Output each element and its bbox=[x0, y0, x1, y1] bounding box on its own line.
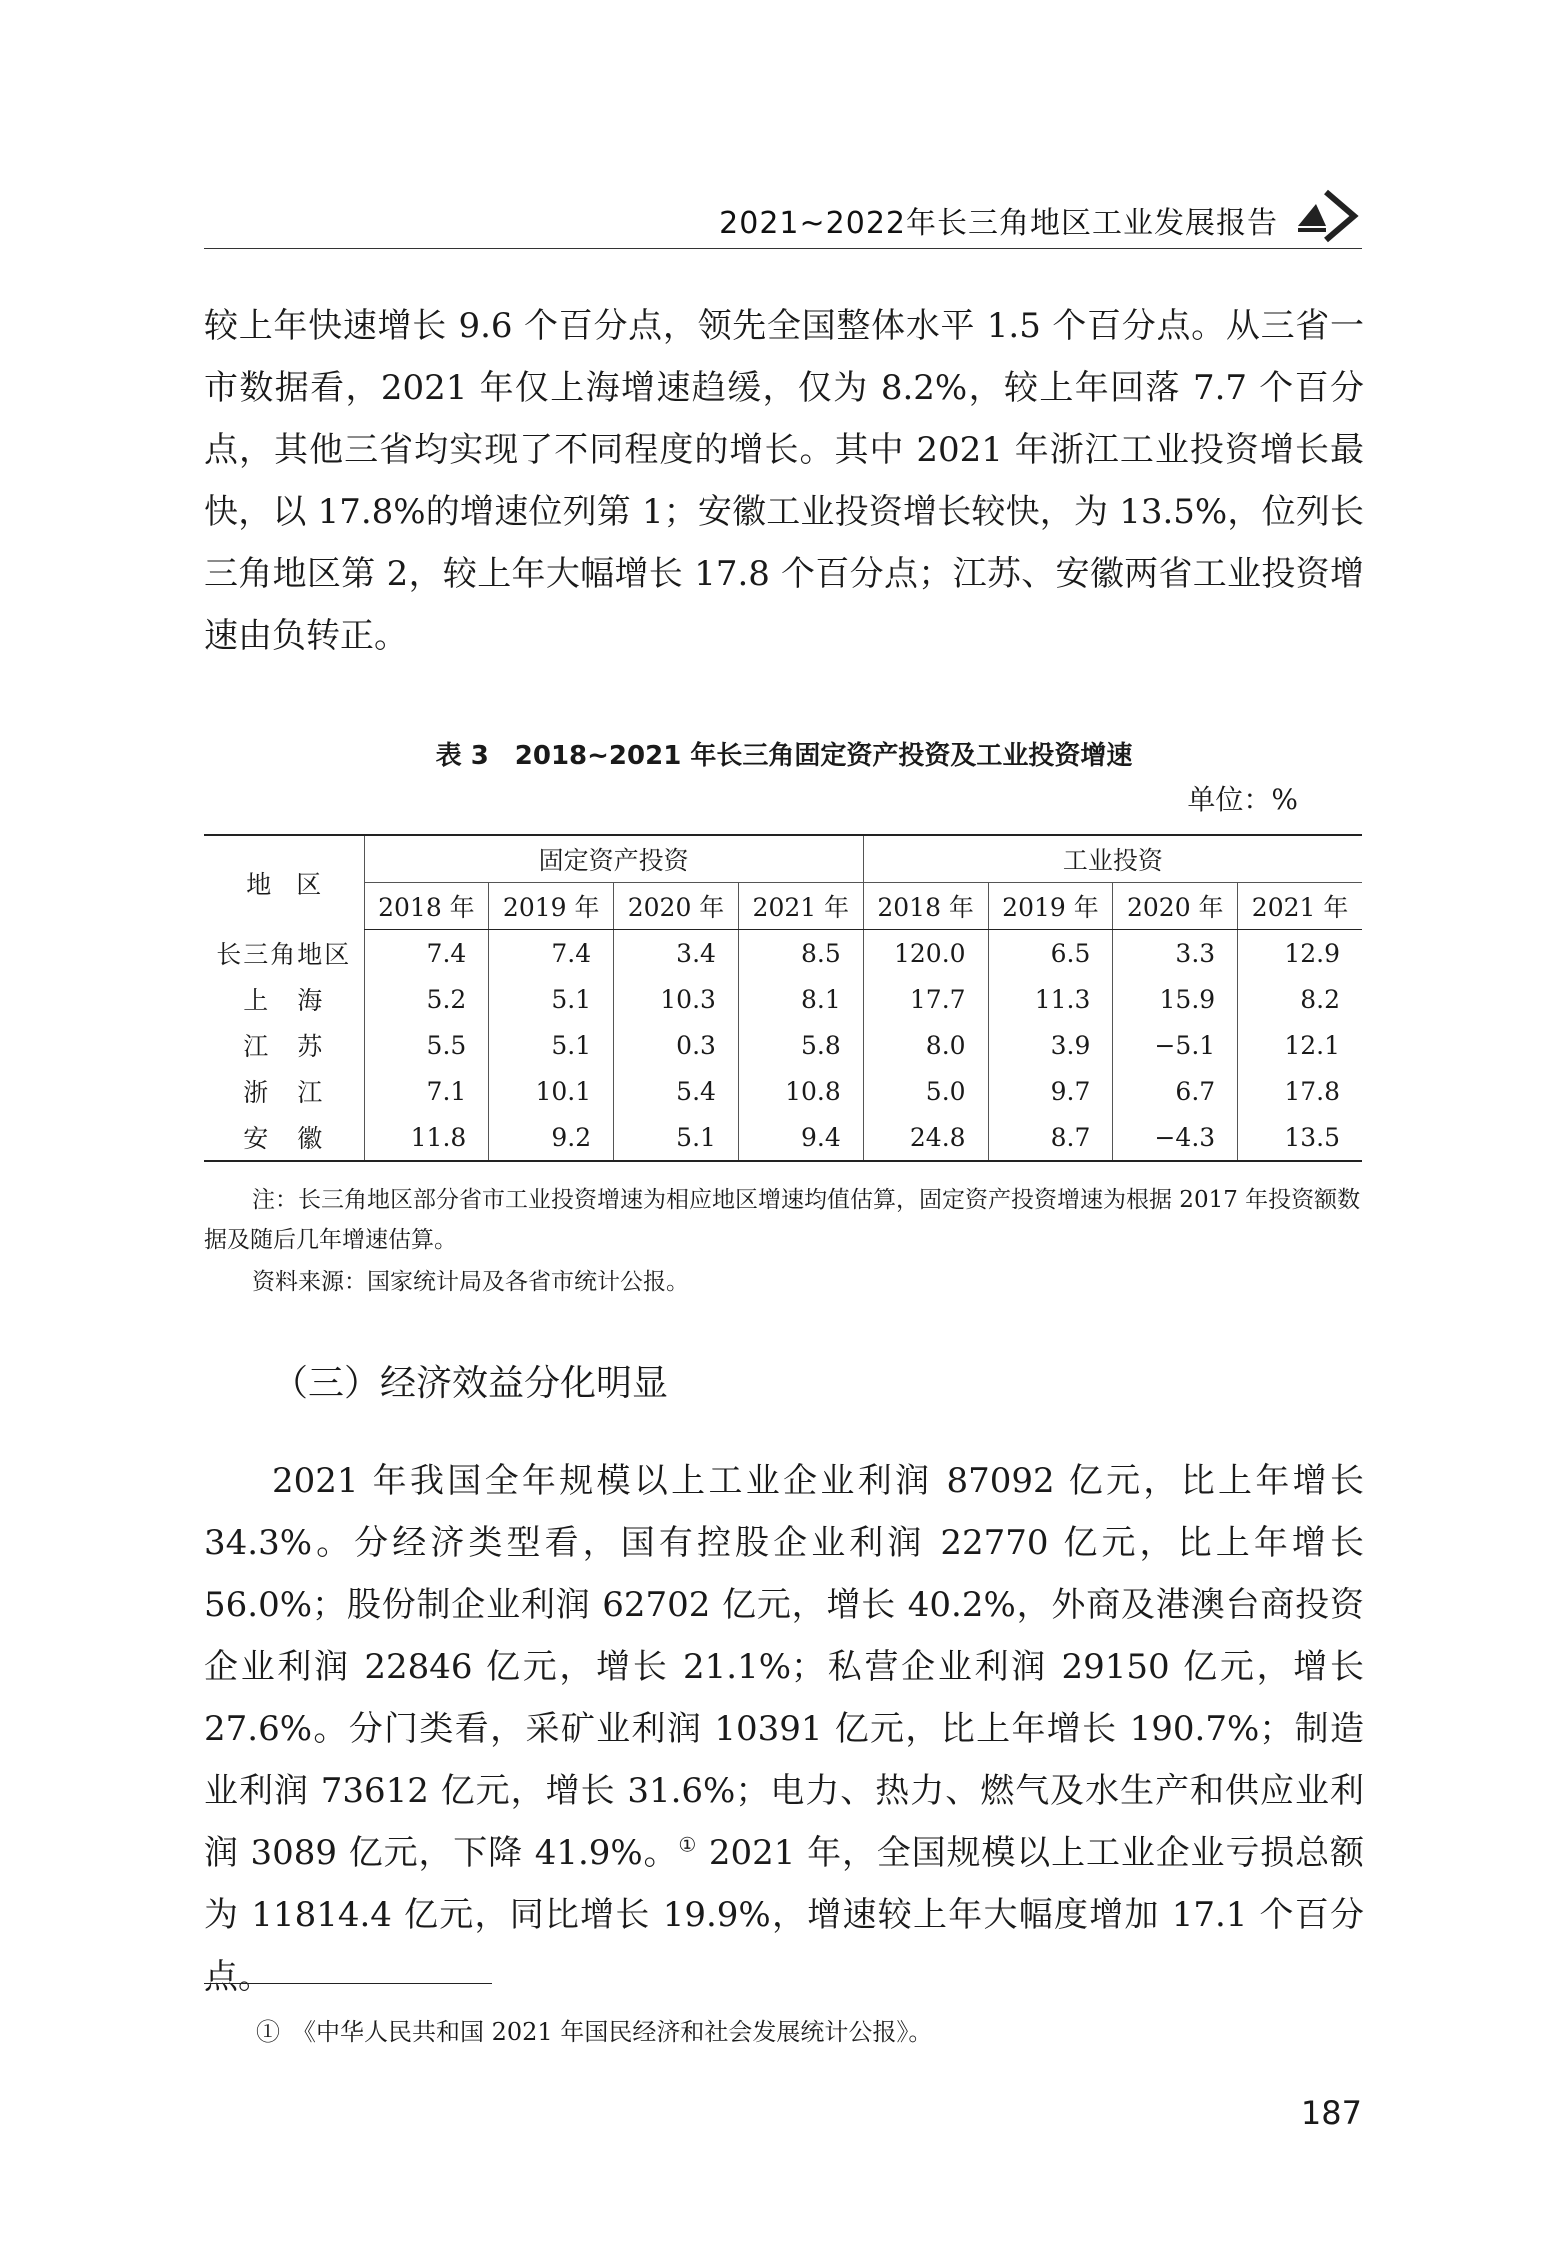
value-cell: 5.4 bbox=[614, 1068, 739, 1114]
value-cell: 8.0 bbox=[863, 1022, 988, 1068]
value-cell: 17.7 bbox=[863, 976, 988, 1022]
body-paragraph-2 bbox=[204, 1450, 1364, 2008]
value-cell: 5.0 bbox=[863, 1068, 988, 1114]
value-cell: 5.2 bbox=[364, 976, 489, 1022]
body-paragraph-1: 较上年快速增长 9.6 个百分点，领先全国整体水平 1.5 个百分点。从三省一市数据看，2021 年仅上海增速趋缓，仅为 8.2%，较上年回落 7.7 个百分点，其他三省均实现了不同程度的增长。其中 2021 年浙江工业投资增长最快，以 17.8%的增速位列第 1；安徽工业投资增长较快，为 13.5%，位列长三角地区第 2，较上年大幅增长 17.8 个百分点；江苏、安徽两省工业投资增速由负转正。 bbox=[204, 306, 1364, 656]
value-cell: 5.8 bbox=[738, 1022, 863, 1068]
value-cell: 12.9 bbox=[1238, 930, 1362, 977]
investment-growth-table bbox=[204, 834, 1362, 1162]
value-cell: 7.1 bbox=[364, 1068, 489, 1114]
year-header: 2019 年 bbox=[988, 883, 1113, 930]
region-cell: 长三角地区 bbox=[216, 939, 352, 969]
table-note: 注：长三角地区部分省市工业投资增速为相应地区增速均值估算，固定资产投资增速为根据 2017 年投资额数据及随后几年增速估算。 bbox=[204, 1187, 1361, 1253]
year-header: 2020 年 bbox=[614, 883, 739, 930]
region-cell: 浙 江 bbox=[243, 1078, 325, 1107]
paragraph-2-tail: 2021 年，全国规模以上工业企业亏损总额为 11814.4 亿元，同比增长 19.9%，增速较上年大幅度增加 17.1 个百分点。 bbox=[204, 1833, 1364, 1997]
value-cell: 13.5 bbox=[1238, 1114, 1362, 1161]
page-number: 187 bbox=[1300, 2094, 1362, 2132]
footnote-ref[interactable]: ① bbox=[678, 1832, 698, 1857]
value-cell: 12.1 bbox=[1238, 1022, 1362, 1068]
year-header: 2021 年 bbox=[1238, 883, 1362, 930]
value-cell: 8.7 bbox=[988, 1114, 1113, 1161]
fixed-asset-header: 固定资产投资 bbox=[364, 835, 863, 883]
table-row bbox=[204, 930, 1362, 977]
value-cell: 8.5 bbox=[738, 930, 863, 977]
year-header: 2018 年 bbox=[364, 883, 489, 930]
value-cell: 10.8 bbox=[738, 1068, 863, 1114]
value-cell: 7.4 bbox=[364, 930, 489, 977]
value-cell: 5.1 bbox=[614, 1114, 739, 1161]
value-cell: 8.2 bbox=[1238, 976, 1362, 1022]
value-cell: 3.3 bbox=[1113, 930, 1238, 977]
book-arrow-icon bbox=[1296, 186, 1364, 244]
table-title: 表 3 2018~2021 年长三角固定资产投资及工业投资增速 bbox=[435, 741, 1133, 771]
value-cell: 6.7 bbox=[1113, 1068, 1238, 1114]
value-cell: 9.7 bbox=[988, 1068, 1113, 1114]
section-heading: （三）经济效益分化明显 bbox=[272, 1363, 669, 1404]
industry-investment-header: 工业投资 bbox=[863, 835, 1362, 883]
table-row bbox=[204, 1068, 1362, 1114]
table-unit: 单位：% bbox=[1187, 783, 1298, 816]
value-cell: 6.5 bbox=[988, 930, 1113, 977]
paragraph-2-main: 2021 年我国全年规模以上工业企业利润 87092 亿元，比上年增长 34.3%。分经济类型看，国有控股企业利润 22770 亿元，比上年增长 56.0%；股份制企业利润 62702 亿元，增长 40.2%，外商及港澳台商投资企业利润 22846 亿元，增长 21.1%；私营企业利润 29150 亿元，增长 27.6%。分门类看，采矿业利润 10391 亿元，比上年增长 190.7%；制造业利润 73612 亿元，增长 31.6%；电力、热力、燃气及水生产和供应业利润 3089 亿元，下降 41.9%。 bbox=[204, 1461, 1364, 1873]
value-cell: 10.1 bbox=[489, 1068, 614, 1114]
value-cell: 11.8 bbox=[364, 1114, 489, 1161]
value-cell: 120.0 bbox=[863, 930, 988, 977]
year-header: 2021 年 bbox=[738, 883, 863, 930]
value-cell: −5.1 bbox=[1113, 1022, 1238, 1068]
table-source: 资料来源：国家统计局及各省市统计公报。 bbox=[252, 1269, 689, 1295]
year-header: 2020 年 bbox=[1113, 883, 1238, 930]
table-row bbox=[204, 1114, 1362, 1161]
value-cell: 10.3 bbox=[614, 976, 739, 1022]
value-cell: 11.3 bbox=[988, 976, 1113, 1022]
value-cell: −4.3 bbox=[1113, 1114, 1238, 1161]
value-cell: 3.9 bbox=[988, 1022, 1113, 1068]
value-cell: 7.4 bbox=[489, 930, 614, 977]
value-cell: 5.1 bbox=[489, 976, 614, 1022]
value-cell: 9.4 bbox=[738, 1114, 863, 1161]
region-header: 地 区 bbox=[204, 835, 364, 930]
region-cell: 江 苏 bbox=[243, 1032, 325, 1061]
value-cell: 15.9 bbox=[1113, 976, 1238, 1022]
value-cell: 5.5 bbox=[364, 1022, 489, 1068]
region-cell: 安 徽 bbox=[204, 1114, 364, 1161]
year-header: 2019 年 bbox=[489, 883, 614, 930]
value-cell: 24.8 bbox=[863, 1114, 988, 1161]
value-cell: 0.3 bbox=[614, 1022, 739, 1068]
table-row bbox=[204, 1022, 1362, 1068]
footnote: ① 《中华人民共和国 2021 年国民经济和社会发展统计公报》。 bbox=[256, 2018, 933, 2046]
value-cell: 3.4 bbox=[614, 930, 739, 977]
year-header: 2018 年 bbox=[863, 883, 988, 930]
running-title: 2021~2022年长三角地区工业发展报告 bbox=[719, 206, 1278, 241]
value-cell: 8.1 bbox=[738, 976, 863, 1022]
footnote-rule bbox=[204, 1983, 492, 1984]
table-row bbox=[204, 976, 1362, 1022]
value-cell: 17.8 bbox=[1238, 1068, 1362, 1114]
value-cell: 5.1 bbox=[489, 1022, 614, 1068]
value-cell: 9.2 bbox=[489, 1114, 614, 1161]
header-rule bbox=[204, 248, 1362, 249]
region-cell: 上 海 bbox=[243, 986, 325, 1015]
